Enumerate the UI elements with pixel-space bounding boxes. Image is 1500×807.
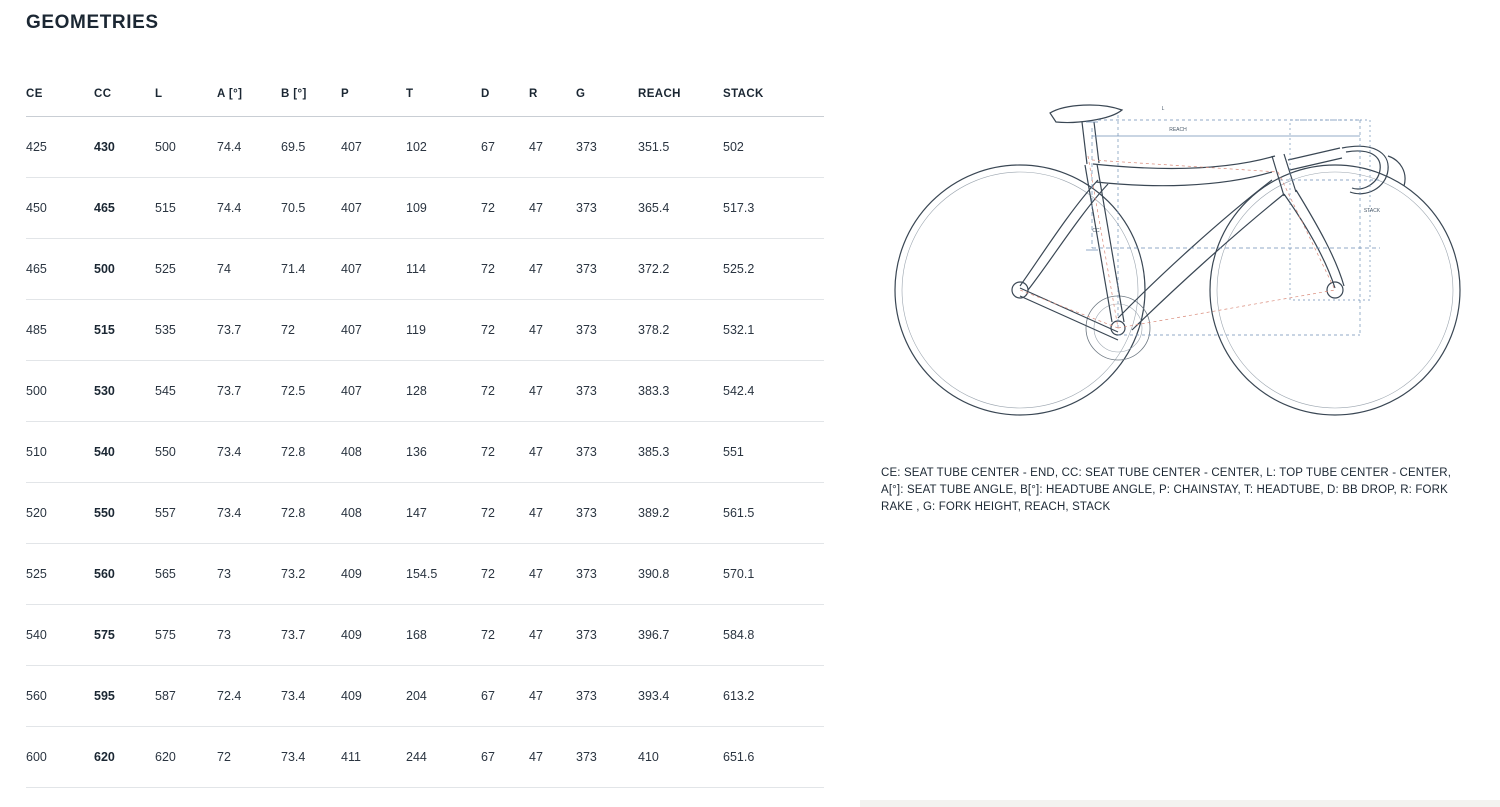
- cell-g: 373: [576, 727, 638, 788]
- cell-d: 72: [481, 300, 529, 361]
- cell-l: 575: [155, 605, 217, 666]
- cell-ce: 425: [26, 117, 94, 178]
- cell-a: 72: [217, 727, 281, 788]
- label-l: L: [1161, 106, 1165, 112]
- label-cc: CC: [1092, 228, 1100, 234]
- cell-g: 373: [576, 178, 638, 239]
- cell-t: 147: [406, 483, 481, 544]
- cell-a: 73.7: [217, 300, 281, 361]
- cell-g: 373: [576, 605, 638, 666]
- label-reach: REACH: [1169, 127, 1187, 133]
- cell-p: 407: [341, 178, 406, 239]
- cell-l: 557: [155, 483, 217, 544]
- chainstay: [1020, 288, 1118, 340]
- cell-r: 47: [529, 727, 576, 788]
- cell-p: 408: [341, 483, 406, 544]
- cell-cc: 540: [94, 422, 155, 483]
- cell-reach: 385.3: [638, 422, 723, 483]
- cell-g: 373: [576, 300, 638, 361]
- geometry-legend: CE: SEAT TUBE CENTER - END, CC: SEAT TUBE CENTER - CENTER, L: TOP TUBE CENTER - CENTER, A[°]: SEAT TUBE ANGLE, B[°]: HEADTUBE ANGLE, P: CHAINSTAY, T: HEADTUBE, D: BB DROP, R: FORK RAKE , G: FORK HEIGHT, REACH, STACK: [881, 467, 1452, 513]
- table-row: [26, 483, 824, 544]
- cell-reach: 378.2: [638, 300, 723, 361]
- cell-d: 67: [481, 666, 529, 727]
- cell-b: 72.5: [281, 361, 341, 422]
- table-row: [26, 361, 824, 422]
- cell-a: 73: [217, 605, 281, 666]
- cell-b: 73.7: [281, 605, 341, 666]
- cell-ce: 520: [26, 483, 94, 544]
- cell-d: 67: [481, 727, 529, 788]
- cell-b: 73.2: [281, 544, 341, 605]
- cell-cc: 500: [94, 239, 155, 300]
- cell-g: 373: [576, 544, 638, 605]
- bike-geometry-diagram: [860, 60, 1500, 450]
- cell-stack: 502: [723, 117, 824, 178]
- cell-stack: 542.4: [723, 361, 824, 422]
- front-tire-inner: [1217, 172, 1453, 408]
- reach-construction: [1092, 128, 1380, 248]
- cell-ce: 525: [26, 544, 94, 605]
- cell-reach: 389.2: [638, 483, 723, 544]
- cell-r: 47: [529, 483, 576, 544]
- geometry-figure-column: [860, 0, 1500, 807]
- cell-reach: 383.3: [638, 361, 723, 422]
- cell-g: 373: [576, 117, 638, 178]
- cell-a: 74.4: [217, 117, 281, 178]
- cell-a: 72.4: [217, 666, 281, 727]
- table-row: [26, 422, 824, 483]
- cell-reach: 365.4: [638, 178, 723, 239]
- cell-l: 535: [155, 300, 217, 361]
- cell-p: 407: [341, 361, 406, 422]
- cell-r: 47: [529, 544, 576, 605]
- cell-stack: 525.2: [723, 239, 824, 300]
- seatstay: [1020, 180, 1108, 290]
- fork: [1284, 190, 1344, 288]
- cell-l: 515: [155, 178, 217, 239]
- cell-reach: 390.8: [638, 544, 723, 605]
- cell-p: 407: [341, 239, 406, 300]
- cell-stack: 517.3: [723, 178, 824, 239]
- label-stack: STACK: [1363, 208, 1381, 214]
- cell-r: 47: [529, 300, 576, 361]
- cell-b: 72: [281, 300, 341, 361]
- cell-ce: 450: [26, 178, 94, 239]
- seatpost: [1082, 122, 1099, 164]
- cell-t: 109: [406, 178, 481, 239]
- cell-reach: 410: [638, 727, 723, 788]
- cell-l: 500: [155, 117, 217, 178]
- table-header: [26, 88, 824, 117]
- cell-stack: 570.1: [723, 544, 824, 605]
- cell-d: 72: [481, 239, 529, 300]
- handlebar-inner: [1346, 151, 1380, 189]
- cell-l: 620: [155, 727, 217, 788]
- cell-ce: 560: [26, 666, 94, 727]
- bike-frame-outline: [895, 105, 1460, 415]
- table-row: [26, 666, 824, 727]
- dimension-lines: [1086, 115, 1380, 335]
- cell-ce: 500: [26, 361, 94, 422]
- cell-t: 244: [406, 727, 481, 788]
- top-tube: [1093, 156, 1275, 186]
- cell-t: 154.5: [406, 544, 481, 605]
- geometry-table-container: [26, 88, 824, 788]
- cell-b: 72.8: [281, 422, 341, 483]
- column-header-r: R: [529, 88, 576, 117]
- cell-stack: 532.1: [723, 300, 824, 361]
- front-wheel: [1210, 165, 1460, 415]
- cell-reach: 351.5: [638, 117, 723, 178]
- table-row: [26, 300, 824, 361]
- cell-b: 71.4: [281, 239, 341, 300]
- bottom-strip: [860, 800, 1500, 807]
- front-hub: [1327, 282, 1343, 298]
- cell-d: 72: [481, 605, 529, 666]
- cell-t: 114: [406, 239, 481, 300]
- cell-cc: 560: [94, 544, 155, 605]
- cell-t: 119: [406, 300, 481, 361]
- cell-p: 411: [341, 727, 406, 788]
- column-header-d: D: [481, 88, 529, 117]
- column-header-reach: REACH: [638, 88, 723, 117]
- cell-d: 72: [481, 178, 529, 239]
- cell-t: 136: [406, 422, 481, 483]
- cell-r: 47: [529, 239, 576, 300]
- column-header-a: A [°]: [217, 88, 281, 117]
- cell-stack: 584.8: [723, 605, 824, 666]
- cell-b: 69.5: [281, 117, 341, 178]
- cell-l: 587: [155, 666, 217, 727]
- cell-ce: 600: [26, 727, 94, 788]
- cell-ce: 540: [26, 605, 94, 666]
- table-row: [26, 117, 824, 178]
- cell-cc: 515: [94, 300, 155, 361]
- geometry-table: [26, 88, 824, 788]
- cell-p: 407: [341, 117, 406, 178]
- cell-t: 168: [406, 605, 481, 666]
- cell-b: 70.5: [281, 178, 341, 239]
- cell-p: 409: [341, 666, 406, 727]
- table-row: [26, 178, 824, 239]
- cell-g: 373: [576, 361, 638, 422]
- cell-a: 73.4: [217, 422, 281, 483]
- rear-wheel: [895, 165, 1145, 415]
- cell-r: 47: [529, 361, 576, 422]
- column-header-p: P: [341, 88, 406, 117]
- rear-tire-inner: [902, 172, 1138, 408]
- cell-b: 72.8: [281, 483, 341, 544]
- cell-reach: 393.4: [638, 666, 723, 727]
- diagram-labels: [1092, 106, 1380, 234]
- table-row: [26, 605, 824, 666]
- cell-cc: 620: [94, 727, 155, 788]
- cell-r: 47: [529, 117, 576, 178]
- cell-p: 408: [341, 422, 406, 483]
- table-row: [26, 727, 824, 788]
- head-tube: [1272, 154, 1296, 196]
- cell-t: 102: [406, 117, 481, 178]
- cell-b: 73.4: [281, 727, 341, 788]
- cell-g: 373: [576, 666, 638, 727]
- handlebar: [1342, 146, 1388, 193]
- cell-t: 128: [406, 361, 481, 422]
- cell-stack: 613.2: [723, 666, 824, 727]
- cell-g: 373: [576, 239, 638, 300]
- cell-g: 373: [576, 483, 638, 544]
- cell-d: 72: [481, 361, 529, 422]
- cell-a: 73: [217, 544, 281, 605]
- cell-ce: 485: [26, 300, 94, 361]
- cell-stack: 551: [723, 422, 824, 483]
- cell-l: 565: [155, 544, 217, 605]
- cell-reach: 396.7: [638, 605, 723, 666]
- column-header-t: T: [406, 88, 481, 117]
- cell-a: 73.4: [217, 483, 281, 544]
- cell-cc: 550: [94, 483, 155, 544]
- cell-cc: 530: [94, 361, 155, 422]
- cell-cc: 430: [94, 117, 155, 178]
- table-row: [26, 544, 824, 605]
- cell-cc: 595: [94, 666, 155, 727]
- cell-reach: 372.2: [638, 239, 723, 300]
- cell-r: 47: [529, 605, 576, 666]
- column-header-g: G: [576, 88, 638, 117]
- cell-stack: 651.6: [723, 727, 824, 788]
- cell-stack: 561.5: [723, 483, 824, 544]
- cell-ce: 510: [26, 422, 94, 483]
- column-header-cc: CC: [94, 88, 155, 117]
- cell-r: 47: [529, 178, 576, 239]
- cell-l: 550: [155, 422, 217, 483]
- column-header-b: B [°]: [281, 88, 341, 117]
- cell-cc: 575: [94, 605, 155, 666]
- cell-p: 409: [341, 544, 406, 605]
- cell-r: 47: [529, 666, 576, 727]
- cell-ce: 465: [26, 239, 94, 300]
- cell-g: 373: [576, 422, 638, 483]
- column-header-l: L: [155, 88, 217, 117]
- cell-a: 74.4: [217, 178, 281, 239]
- cell-p: 407: [341, 300, 406, 361]
- page-title: GEOMETRIES: [26, 12, 159, 33]
- bike-diagram-svg: [860, 60, 1500, 450]
- table-header-row: [26, 88, 824, 117]
- cell-a: 74: [217, 239, 281, 300]
- cell-t: 204: [406, 666, 481, 727]
- cell-l: 545: [155, 361, 217, 422]
- cell-d: 72: [481, 483, 529, 544]
- cell-b: 73.4: [281, 666, 341, 727]
- cell-d: 67: [481, 117, 529, 178]
- cell-d: 72: [481, 422, 529, 483]
- cell-r: 47: [529, 422, 576, 483]
- cell-l: 525: [155, 239, 217, 300]
- column-header-ce: CE: [26, 88, 94, 117]
- table-row: [26, 239, 824, 300]
- cell-a: 73.7: [217, 361, 281, 422]
- cell-d: 72: [481, 544, 529, 605]
- cell-p: 409: [341, 605, 406, 666]
- column-header-stack: STACK: [723, 88, 824, 117]
- cell-cc: 465: [94, 178, 155, 239]
- table-body: [26, 117, 824, 788]
